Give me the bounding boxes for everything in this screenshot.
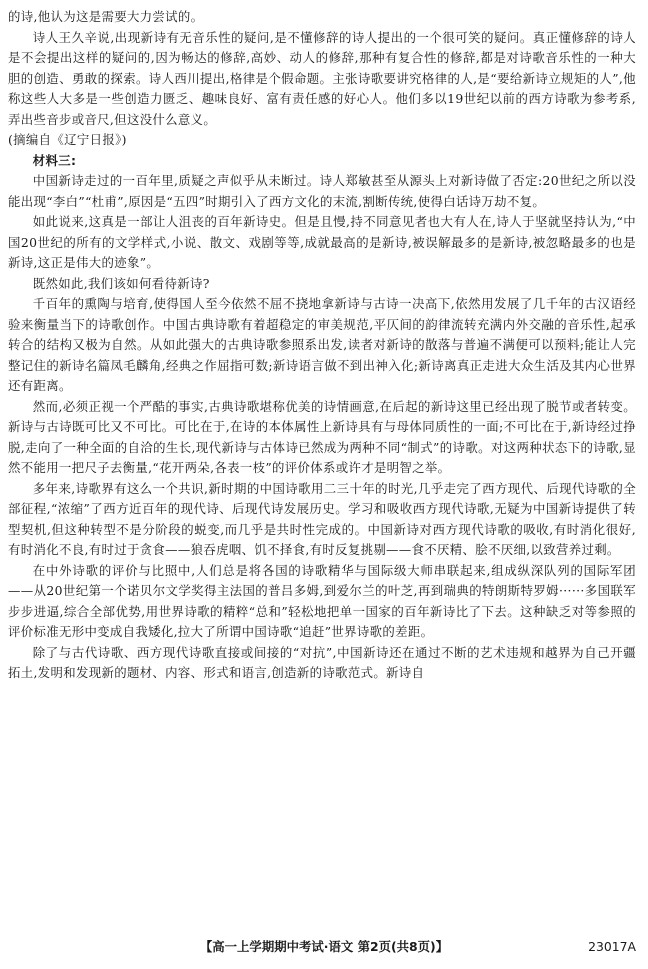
article-body xyxy=(8,7,636,684)
paragraph-western-influence: 多年来,诗歌界有这么一个共识,新时期的中国诗歌用二三十年的时光,几乎走完了西方现代、后现代诗歌的全部征程,“浓缩”了西方近百年的现代诗、后现代诗发展历史。学习和吸收西方现代诗歌,无疑为中国新诗提供了转型契机,但这种转型不是分阶段的蜕变,而几乎是共时性完成的。中国新诗对西方现代诗歌的吸收,有时消化很好,有时消化不良,有时过于贪食——狼吞虎咽、饥不择食,有时反复挑剔——食不厌精、脍不厌细,以致营养过剩。 xyxy=(8,480,636,557)
paragraph-comparison: 然而,必须正视一个严酷的事实,古典诗歌堪称优美的诗情画意,在后起的新诗这里已经出现了脱节或者转变。新诗与古诗既可比又不可比。可比在于,在诗的本体属性上新诗具有与母体同质性的一面;不可比在于,新诗经过挣脱,走向了一种全面的自洽的生长,现代新诗与古体诗已然成为两种不同“制式”的诗歌。对这两种状态下的诗歌,显然不能用一把尺子去衡量,“花开两朵,各表一枝”的评价体系或许才是明智之举。 xyxy=(8,398,636,475)
paragraph-innovation: 除了与古代诗歌、西方现代诗歌直接或间接的“对抗”,中国新诗还在通过不断的艺术违规和越界为自己开疆拓土,发明和发现新的题材、内容、形式和语言,创造新的诗歌范式。新诗自 xyxy=(8,644,636,680)
paragraph-continuation: 的诗,他认为这是需要大力尝试的。 xyxy=(8,9,204,24)
paragraph-wang-jiuxin: 诗人王久辛说,出现新诗有无音乐性的疑问,是不懂修辞的诗人提出的一个很可笑的疑问。真正懂修辞的诗人是不会提出这样的疑问的,因为畅达的修辞,高妙、动人的修辞,那种有复合性的修辞,都是对诗歌音乐性的一种大胆的创造、勇敢的探索。诗人西川提出,格律是个假命题。主张诗歌要讲究格律的人,是“要给新诗立规矩的人”,他称这些人大多是一些创造力匮乏、趣味良好、富有责任感的好心人。他们多以19世纪以前的西方诗歌为参考系,弄出些音步或音尺,但这没什么意义。 xyxy=(8,29,636,127)
page-footer xyxy=(0,935,648,959)
material-three-heading: 材料三: xyxy=(32,152,77,168)
paragraph-yu-jian: 如此说来,这真是一部让人沮丧的百年新诗史。但是且慢,持不同意见者也大有人在,诗人于坚就坚持认为,“中国20世纪的所有的文学样式,小说、散文、戏剧等等,成就最高的是新诗,被误解最多的是新诗,被忽略最多的也是新诗,这正是伟大的迹象”。 xyxy=(8,214,636,270)
footer-exam-code: 23017A xyxy=(588,939,636,954)
paragraph-classical-poetry: 千百年的熏陶与培育,使得国人至今依然不屈不挠地拿新诗与古诗一决高下,依然用发展了几千年的古汉语经验来衡量当下的诗歌创作。中国古典诗歌有着超稳定的审美规范,平仄间的韵律流转充满内外交融的音乐性,起承转合的结构又极为自然。从如此强大的古典诗歌参照系出发,读者对新诗的散落与普遍不满便可以预料;能让人完整记住的新诗名篇凤毛麟角,经典之作屈指可数;新诗语言做不到出神入化;新诗离真正走进大众生活及其内心世界还有距离。 xyxy=(8,296,636,393)
paragraph-evaluation: 在中外诗歌的评价与比照中,人们总是将各国的诗歌精华与国际级大师串联起来,组成纵深队列的国际军团——从20世纪第一个诺贝尔文学奖得主法国的普吕多姆,到爱尔兰的叶芝,再到瑞典的特朗斯特罗姆······多国联军步步进逼,综合全部优势,用世界诗歌的精粹“总和”轻松地把单一国家的百年新诗比了下去。这种缺乏对等参照的评价标准无形中变成自我矮化,拉大了所谓中国诗歌“追赶”世界诗歌的差距。 xyxy=(8,562,636,639)
paragraph-zheng-min: 中国新诗走过的一百年里,质疑之声似乎从未断过。诗人郑敏甚至从源头上对新诗做了否定:20世纪之所以没能出现“李白”“杜甫”,原因是“五四”时期引入了西方文化的末流,割断传统,使得白话诗万劫不复。 xyxy=(8,173,636,209)
paragraph-question: 既然如此,我们该如何看待新诗? xyxy=(32,275,210,291)
footer-page-info: 【高一上学期期中考试·语文 第2页(共8页)】 xyxy=(199,939,449,954)
source-citation: (摘编自《辽宁日报》) xyxy=(8,132,127,147)
